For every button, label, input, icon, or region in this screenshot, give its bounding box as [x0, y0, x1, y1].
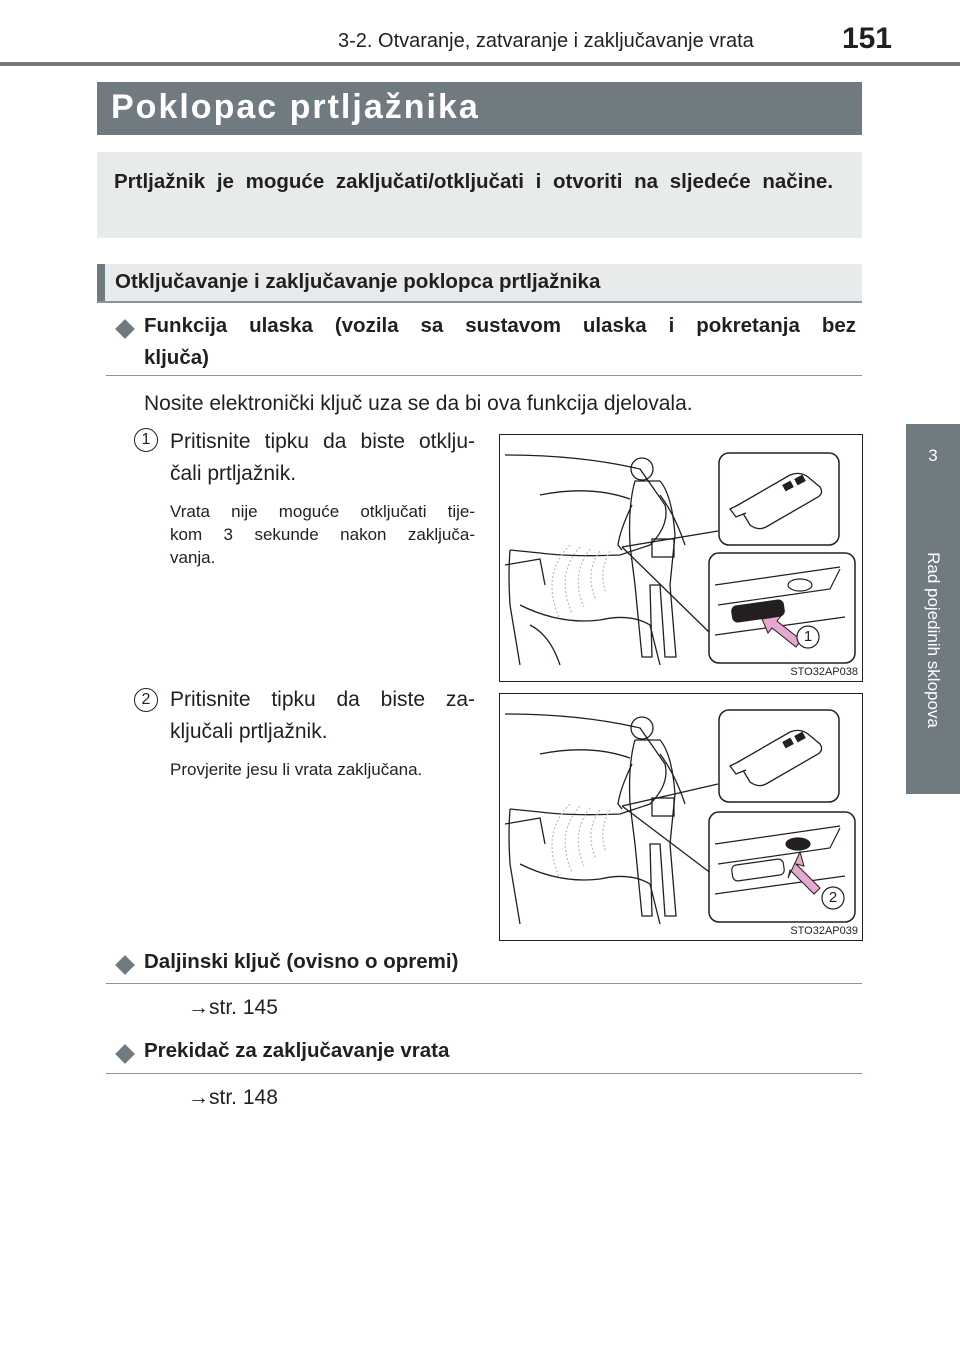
subsection-header: [97, 264, 862, 303]
entry-heading-line2: ključa): [144, 346, 209, 369]
page-title-bar: [97, 82, 862, 135]
chapter-number: 3: [928, 446, 938, 465]
lock-switch-page-ref: →str. 148: [188, 1086, 278, 1109]
intro-box: [97, 152, 862, 238]
figure-lock-trunk: [499, 693, 863, 941]
remote-heading: Daljinski ključ (ovisno o opremi): [144, 950, 459, 973]
figure-lock-illustration: [500, 694, 862, 940]
step-1-note-line1: Vrata nije moguće otključati tije-: [170, 502, 475, 521]
entry-heading-line1: Funkcija ulaska (vozila sa sustavom ulaska i pokretanja bez: [144, 314, 856, 337]
page-title: Poklopac prtljažnika: [111, 88, 480, 126]
figure-1-callout: 1: [803, 628, 813, 645]
figure-2-callout: 2: [828, 889, 838, 906]
remote-heading-rule: [106, 983, 862, 984]
step-2-line1: Pritisnite tipku da biste za-: [170, 688, 475, 711]
page-number: 151: [841, 22, 892, 55]
subsection-title: Otključavanje i zaključavanje poklopca prtljažnika: [115, 270, 601, 293]
subsection-header-bar: [97, 264, 105, 301]
diamond-bullet-icon: [115, 955, 135, 975]
step-1-line2: čali prtljažnik.: [170, 462, 297, 485]
lock-switch-heading: Prekidač za zaključavanje vrata: [144, 1039, 450, 1062]
lock-switch-heading-rule: [106, 1073, 862, 1074]
step-1-number: 1: [134, 428, 158, 452]
entry-intro-text: Nosite elektronički ključ uza se da bi ova funkcija djelovala.: [144, 392, 693, 415]
intro-text: Prtljažnik je moguće zaključati/otključati i otvoriti na sljedeće načine.: [114, 170, 834, 193]
step-2-note: Provjerite jesu li vrata zaključana.: [170, 760, 423, 779]
diamond-bullet-icon: [115, 1044, 135, 1064]
step-2-number: 2: [134, 688, 158, 712]
chapter-side-tab: [906, 424, 960, 794]
step-2-line2: ključali prtljažnik.: [170, 720, 328, 743]
remote-page-ref: →str. 145: [188, 996, 278, 1019]
chapter-label: Rad pojedinih sklopova: [924, 552, 943, 728]
step-1-note-line3: vanja.: [170, 548, 216, 567]
figure-unlock-trunk: [499, 434, 863, 682]
diamond-bullet-icon: [115, 319, 135, 339]
header-rule: [0, 62, 960, 66]
figure-1-code: STO32AP038: [790, 666, 858, 678]
entry-heading-rule: [106, 375, 862, 376]
figure-2-code: STO32AP039: [790, 925, 858, 937]
step-1-note-line2: kom 3 sekunde nakon zaključa-: [170, 525, 475, 544]
step-1-line1: Pritisnite tipku da biste otklju-: [170, 430, 475, 453]
running-header-title: 3-2. Otvaranje, zatvaranje i zaključavanje vrata: [338, 30, 754, 52]
